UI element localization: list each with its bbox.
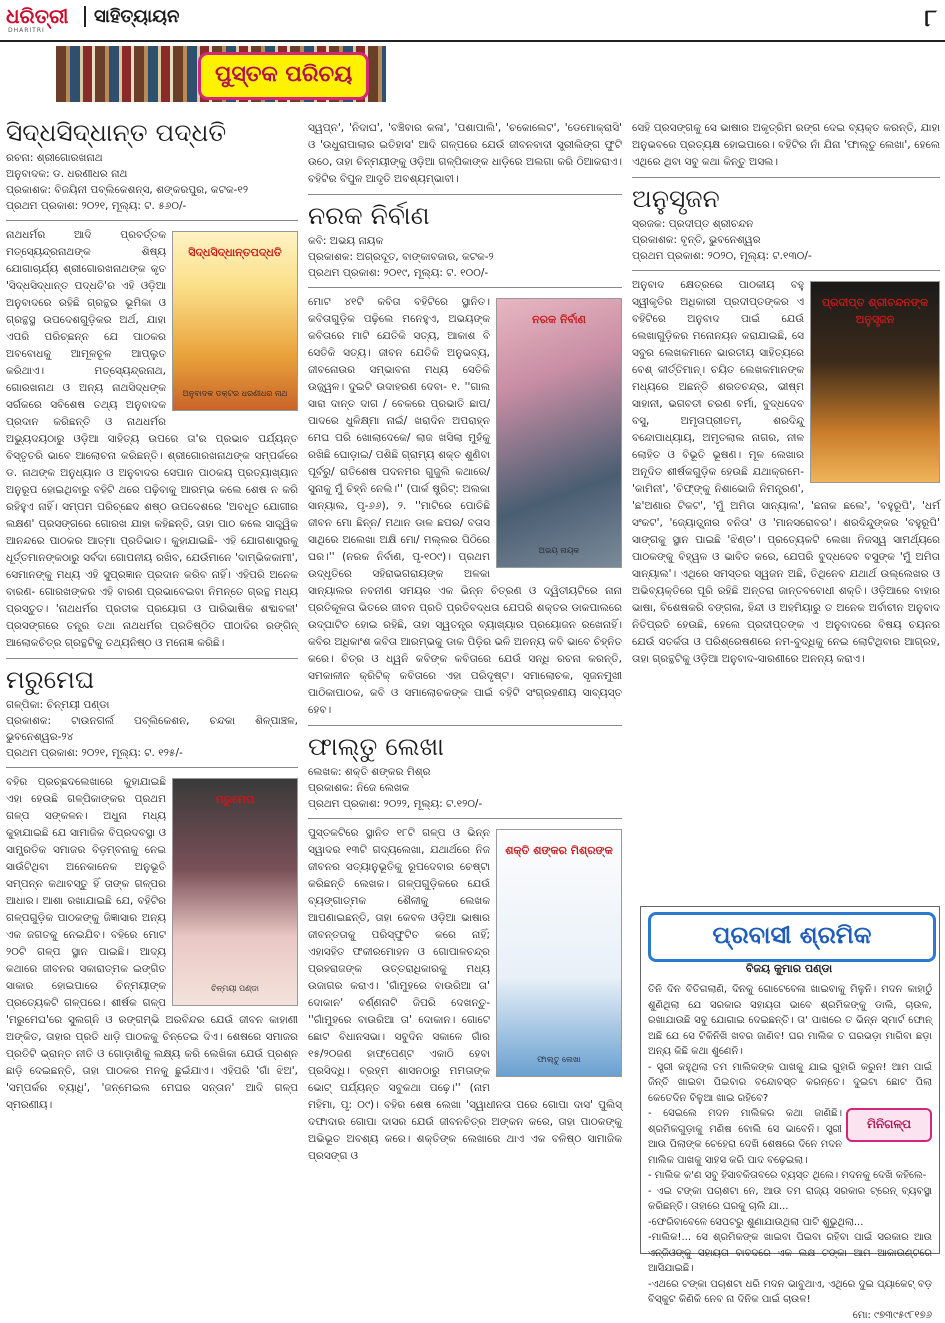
cover-translator-siddha: ଅନୁବାଦକ ଡକ୍ଟର ଧରଣୀଧର ନାଥ [177, 385, 293, 402]
book-cover-anusrujana [810, 281, 940, 483]
newspaper-logo: ଧରିତ୍ରୀ [6, 4, 68, 28]
divider [308, 287, 622, 288]
mini-story-author: ବିଜୟ କୁମାର ପଣ୍ଡା [648, 962, 930, 976]
divider [632, 270, 940, 271]
book-price-siddha: ପ୍ରଥମ ପ୍ରକାଶ: ୨୦୨୧, ମୂଲ୍ୟ: ଟ. ୫୬୦/- [6, 198, 298, 214]
cover-author-marumegha: ଚିନ୍ମୟୀ ପଣ୍ଡା [177, 980, 293, 997]
story-paragraph: - ଏଇ ଟଙ୍କା ପଚାଶଟା ନେ, ଆଉ ତମ ରାଜ୍ୟ ସରକାର ଟ୍ରେନ୍ ବ୍ୟବସ୍ଥା କରିଛନ୍ତି। ତାହାରେ ଘରକୁ ଚାଲି ଯା... [648, 1184, 932, 1215]
divider [6, 658, 298, 659]
story-paragraph: - ସେଇଲେ ମଦନ ମାଲିକର କଥା ଜାଣିଛି। ଶ୍ରମିକଗୁଡ଼ାକୁ ମଣିଷ ବୋଲି ସେ ଭାବେନି। ସ୍ତ୍ରୀ ଆଉ ପିଲାଙ୍କ ଚେହେରା ଦେଖି ଶେଷରେ ଦିନେ ମଦନ ମାଲିକ ପାଖକୁ ସାହସ କରି ପାଦ ବଢ଼େଇଲା। [648, 1106, 932, 1168]
review-body-marumegha: ବହିର ପ୍ରଚ୍ଛଦଲେଖାରେ କୁହାଯାଇଛି ଏହା ହେଉଛି ଗଳ୍ପିକାଙ୍କର ପ୍ରଥମ ଗଳ୍ପ ସଙ୍କଳନ। ଅଧୁନା ମଧ୍ୟ କୁହାଯାଇଛି ଯେ ସାମାଜିକ ବିପ୍ରଦବସ୍ଥା ଓ ସାମ୍ପ୍ରତିକ ସମାଜର ବିଡ଼ମ୍ବନାକୁ ନେଇ ସାଉଁଟିଥିବା ଅନେକାନେକ ଅନୁଭୂତି ସମ୍ପନ୍ନ କଥାବସ୍ତୁ ହିଁ ତାଙ୍କ ଗଳ୍ପର ଆଧାର। ଆଶା ରଖାଯାଇଛି ଯେ, ବହିଟିର ଗଳ୍ପଗୁଡ଼ିକ ପାଠକଙ୍କୁ ଜିଜ୍ଞାସାର ଅନ୍ୟ ଏକ ଜଗତକୁ ନେଇଯିବ। ବହିରେ ମୋଟ ୨୦ଟି ଗଳ୍ପ ସ୍ଥାନ ପାଇଛି। ଆଦ୍ୟ କଥାରେ ଜୀବନର ସକାରାତ୍ମକ ଇଙ୍ଗିତ ସାକାର ହୋଇପାରେ ଚିନ୍ମୟୀଙ୍କ ପ୍ରତ୍ୟେକଟି ଗଳ୍ପରେ। ଶୀର୍ଷକ ଗଳ୍ପ 'ମରୁମେଘ'ରେ ସୁଲଗ୍ନି ଓ ରଙ୍ଗମ୍ଭି ଅରବିନ୍ଦର ଯେଉଁ ଜୀବନ କାହାଣୀ ଅଙ୍କିତ, ତାହାର ପ୍ରତି ଧାଡ଼ି ପାଠକକୁ ଚିନ୍ତେଇ ଦିଏ। ଶେଷରେ ସମାଜର ପ୍ରତିଟି ଭ୍ରାନ୍ତ ନୀତି ଓ ଗୋଡ଼ାଣିକୁ ଲକ୍ଷ୍ୟ କରି ଲେଖିକା ଯେଉଁ ପ୍ରଶ୍ନ ଛାଡ଼ି ଦେଇଛନ୍ତି, ତାହା ପାଠକର ମନକୁ ଛୁଇଁଯାଏ। ଏହିପରି 'ଗାଁ ଝିଅ', 'ସମ୍ପର୍କର ବ୍ୟାଧି', 'ଜନ୍ମେଇଲ ମେଘର ସନ୍ତାନ' ଆଦି ଗଳ୍ପ ସ୍ମରଣୀୟ। [6, 774, 298, 1114]
book-publisher-siddha: ପ୍ରକାଶକ: ବିଜୟିନୀ ପବ୍ଲିକେଶନ୍ସ, ଶଙ୍କରପୁର, କଟକ-୧୨ [6, 182, 298, 198]
book-author-marumegha: ଗଳ୍ପିକା: ଚିନ୍ମୟୀ ପଣ୍ଡା [6, 697, 298, 713]
newspaper-logo-sub: DHARITRI [8, 27, 45, 34]
review-body-phaltu: ପୁସ୍ତକଟିରେ ସ୍ଥାନିତ ୧୮ଟି ଗଳ୍ପ ଓ ଭିନ୍ନ ସ୍ୱାଦର ୧୩ଟି ଗଦ୍ୟଲେଖା, ଯଥାର୍ଥରେ ନିଜ ଜୀବନର ସତ୍ୟାନୁଭୂତିକୁ ରୂପଦେବାର ଚେଷ୍ଟା କରିଛନ୍ତି ଲେଖକ। ଗଳ୍ପଗୁଡ଼ିକରେ ଯେଉଁ ବ୍ୟଙ୍ଗାତ୍ମକ ଶୈଳୀକୁ ଲେଖକ ଆପଣାଇଛନ୍ତି, ତାହା କେବଳ ଓଡ଼ିଆ ଭାଷାର ଜୀବନ୍ତତାକୁ ପରିସ୍ଫୁଟିତ କରେ ନାହିଁ; ଏହାସହିତ ଫକୀରମୋହନ ଓ ଗୋପାଳଚନ୍ଦ୍ର ପ୍ରହରାଜଙ୍କ ଉତ୍ତରାଧିକାରକୁ ମଧ୍ୟ ଉଜାଗର କରାଏ। 'ଗାଁମୁହରେ ବାଉରିଆ ତା' ଦୋକାନ' ବର୍ଣ୍ଣନାଟି ଜିପରି ଦେଖନ୍ତୁ- ''ଗାଁମୁହରେ ବାଉରିଆ ତା' ଦୋକାନ। ଗୋଟେ ଛୋଟ ବିଧାନସଭା। ସବୁଦିନ ସକାଳେ ଗାଁର ୧୫/୨୦ଜଣ ହାଫ୍‌ପେଣ୍ଟ ଏକାଠି ହେବା ପ୍ରସିଦ୍ଧି। ବ୍ରହ୍ମ ଶାସନଠାରୁ ମମତାଙ୍କ ଭୋଟ୍ ପର୍ଯ୍ୟନ୍ତ ସବୁକଥା ପଢ଼େ।'' (ନାମ ମହିମା, ପୃ: ୦୯)। ବହିର ଶେଷ ଲେଖା 'ସ୍ୱାଧୀନତା ପରେ ଗୋପା ଦାସ' ପୁଲିସ୍ ଦଫାଦାର ଗୋପା ଦାସର ଯେଉଁ ଜୀବନଚିତ୍ର ଅଙ୍କନ କରେ, ତାହା ପାଠକଙ୍କୁ ଅଭିଭୂତ ଅବଶ୍ୟ କରେ। ଶକ୍ତିଙ୍କ ଲେଖାରେ ଥାଏ ଏକ ବଳିଷ୍ଠ ସାମାଜିକ ପ୍ରସଙ୍ଗ ଓ [308, 825, 622, 1165]
book-title-phaltu: ଫାଲ୍‌ତୁ ଲେଖା [308, 732, 622, 762]
divider [6, 767, 298, 768]
book-author-anusrujana: ସ୍ରଜକ: ପ୍ରଦୀପ୍ତ ଶ୍ରୀଚନ୍ଦନ [632, 216, 940, 232]
column-1 [6, 118, 298, 1114]
review-continuation-marumegha: ସ୍ୱପ୍ନ', 'ନିଦାଘ', 'ବଞ୍ଚିବାର କଳା', 'ପଶାପାଲି', 'ଚକୋଲେଟ', 'ଡେମୋକ୍ରାସି' ଓ 'ଉଧୁରାପାଲାର ଇତିହାସ' ଆଦି ଗଳ୍ପରେ ଯେଉଁ ଜୀବନବାଦୀ ସ୍ତ୍ରୀଲିଙ୍ଗ ଫୁଟି ଉଠେ, ତାହା ଚିନ୍ମୟୀଙ୍କୁ ଓଡ଼ିଆ ଗଳ୍ପିକାଙ୍କ ଧାଡ଼ିରେ ଅଲଗା କରି ଠିଆକରାଏ। ବହିଟିର ବିପୁଳ ଆଦୃତି ଅବଶ୍ୟମ୍ଭାବୀ। [308, 120, 622, 188]
book-price-naraka: ପ୍ରଥମ ପ୍ରକାଶ: ୨୦୧୯, ମୂଲ୍ୟ: ଟ. ୧୦୦/- [308, 265, 622, 281]
review-body-naraka: ମୋଟ ୪୧ଟି କବିତା ବହିଟିରେ ସ୍ଥାନିତ। କବିତାଗୁଡ଼ିକ ପଢ଼ିଲେ ମନେହୁଏ, ଅଭୟଙ୍କ କବିତାରେ ମାଟି ଯେତିକି ସତ୍ୟ, ଆକାଶ ବି ସେତିକି ସତ୍ୟ। ଜୀବନ ଯେତିକି ଅନୁଭବ୍ୟ, ଜୀବନୋଉର ସମ୍ଭାବନା ମଧ୍ୟ ସେତିକି ଉଜ୍ଜ୍ୱଳ। ଦୁଇଟି ଉଦାହରଣ ଦେବା- ୧. ''ଗାଲ ସାରା ଦାନ୍ତ ଦାଗ / ବେକରେ ପ୍ରଭାତି ଛାପ/ ପାଦରେ ଧୁଳିକ୍ଷ୍ମା ନାଇଁ/ ଖରାଦିନ ଅପରାହ୍ନ ମେଘ ପରି ଖୋଲାଦେକେ/ ଲାଜ ଖସିଲା ମୁହଁକୁ ରଖିଛି ଘୋଡ଼ାଇ/ ପଶିଛି ଗ୍ରାମ୍ୟ ଶକ୍ତ ଶୁଣିବା ପୂର୍ବରୁ/ ରାତିଶେଷ ପଦନମର ଗୁଜୁଲି କଥାରେ/ ସୁନାକୁ ମୁଁ ଚିହ୍ନି ନେଲି।'' (ପାର୍କ ଷ୍ଟ୍ରିଟ୍: ଅଲକା ସାନ୍ୟାଲ, ପୃ-୬୬), ୨. ''ମାଟିରେ ପୋତିଛି ଜୀବନ ମୋ ଛିନ୍ନ/ ମଥାନ ଡାଳ ଛପର/ ବତାସ ସାଥିରେ ଅଲେଖା ଅକ୍ଷି ମୋ/ ମଲ୍ଲର ପିଠିରେ ଘର।'' (ନରକ ନିର୍ବାଣ, ପୃ-୧୦୯)। ପ୍ରଥମ ଉଦ୍ଧୃତିରେ ସହିରାଭଗରାୟଙ୍କ ଅଳକା ସାନ୍ୟାଲର ନବନୀଣ ସମୟର ଏକ ଭିନ୍ନ ଚିତ୍ରଣ ଓ ଦ୍ୱିତୀୟଟିରେ ନାନା ପ୍ରତିକୂଳତା ଭିତରେ ଜୀବନ ପ୍ରତି ପ୍ରତିବଦ୍ଧତା ଯେପରି ଶକ୍ତର ଡାକପାଲରେ ଉଦ୍‌ଘାଟିତ ହୋଇ ରହିଛି, ତାହା ସ୍ୱତନ୍ତ୍ର ବ୍ୟାଖ୍ୟାର ପ୍ରୟୋଜନ ରଖେନାହିଁ। କବିର ଅଧିକାଂଶ କବିତା ଆରମ୍ଭକୁ ଡାକ ପିଡ଼ିର ଭଳି ଅନନ୍ୟ କବି ଭାବେ ଚିହ୍ନିତ କରେ। ଚିତ୍ର ଓ ଧ୍ୱନି କବିଙ୍କ କବିତାରେ ଯେଉଁ ସନ୍ଧି ରଚନା କରନ୍ତି, ସମକାଳୀନ କ୍ରିଟିକ୍ କବିତାରେ ଏହା ପରିଦୃଷ୍ଟ। ସମାଲୋଚକ, ସୃଜନମୁଖୀ ପାଠିକାପାଠକ, କବି ଓ ସମାଲୋଚକଙ୍କ ପାଇଁ ବହିଟି ସଂଗ୍ରହଣୀୟ ସାବ୍ୟସ୍ତ ହେବ। [308, 294, 622, 719]
book-publisher-naraka: ପ୍ରକାଶକ: ଅଗ୍ରଦୂତ, ବାଙ୍କାବଜାର, କଟକ-୨ [308, 249, 622, 265]
review-continuation-phaltu: ସେହି ପ୍ରସଙ୍ଗକୁ ସେ ଭାଷାର ଅକୃତ୍ରିମ ରଙ୍ଗ ଦେଇ ବ୍ୟକ୍ତ କରନ୍ତି, ଯାହା ଅନୁଭବରେ ପ୍ରତ୍ୟକ୍ଷ ହୋଇପାରେ। ବହିଟିର ନାଁ ଯିନା 'ଫାଲ୍‌ତୁ ଲେଖା', ହେଲେ ଏଥିରେ ଥିବା ସବୁ କଥା କିନ୍ତୁ ଅସଲ। [632, 120, 940, 171]
mini-story-badge: ମିନିଗଳ୍ପ [846, 1108, 932, 1142]
cover-author-naraka: ଅଭୟ ନାୟକ [501, 542, 617, 559]
mini-story-title: ପ୍ରବାସୀ ଶ୍ରମିକ [648, 912, 936, 962]
divider [632, 177, 940, 178]
story-paragraph: ତିନି ଦିନ ବିତିଗଲାଣି, ଦିନକୁ ଗୋଟେବେଳା ଖାଇବାକୁ ମିଳୁନି। ମଦନ କାହାଠୁଁ ଶୁଣିଥିଲା ଯେ ସରକାର ସହାୟତା ଭାବେ ଶ୍ରମିକଙ୍କୁ ଡାଲି, ଚାଉଳ, ରଖାଯାଉଛି ସବୁ ଯୋଗାଇ ଦେଇଛନ୍ତି। ତା' ପାଖରେ ତ ଭିନ୍ନ ସ୍ମାର୍ଟ ଫୋନ୍ ଅଛି ଯେ ସେ ଟିକିନିଖି ଖବର ଜାଣିବ! ଘର ମାଲିକ ତ ଘରଭଡ଼ା ମାଗିବା ଛଡ଼ା ଅନ୍ୟ କିଛି କଥା ଶୁଣେନି। [648, 982, 932, 1060]
divider [308, 818, 622, 819]
story-paragraph: - ସ୍ତ୍ରୀ କହୁଥିଲା ତମ ମାଲିକଙ୍କ ପାଖକୁ ଯାଇ ଗୁହାରି କରୁନ! ଆମ ପାଇଁ ଜିନ୍ତି ଖାଇବା ପିଇବାର ବନ୍ଦୋବସ୍ତ କରନ୍ତେ। ଦୁଇଟା ଛୋଟ ପିଲା କେତେଦିନ ବିଳୁଆ ଖାଇ ରହିବେ? [648, 1060, 932, 1107]
story-paragraph: -ଫେରିବାବେଳେ ସେପଟରୁ ଶୁଣାଯାଉଥିଲା ପାଟି ଶୁଭୁଥିଲା... [648, 1215, 932, 1231]
book-author-naraka: କବି: ଅଭୟ ନାୟକ [308, 233, 622, 249]
book-cover-naraka [496, 298, 622, 568]
book-price-phaltu: ପ୍ରଥମ ପ୍ରକାଶ: ୨୦୨୨, ମୂଲ୍ୟ: ଟ.୧୨୦/- [308, 796, 622, 812]
story-paragraph: -ମାଲିକ!... ସେ ଶ୍ରମିକଙ୍କ ଖାଇବା ପିଇବା ରହିବା ପାଇଁ ସରକାର ଆଉ ଏନ୍‌ଜିଓଙ୍କୁ ସହାୟତା ବାବଦରେ ଏକ ଲକ୍ଷ ଟଙ୍କା ଆମ ଆକାଉଣ୍ଟରେ ଆସିଯାଇଛି। [648, 1230, 932, 1277]
book-author-siddha: ରଚନା: ଶ୍ରୀଗୋରଖନାଥ [6, 150, 298, 166]
banner-label: ପୁସ୍ତକ ପରିଚୟ [198, 52, 369, 100]
divider [6, 220, 298, 221]
cover-title-anusrujana: ପ୍ରଦୀପ୍ତ ଶ୍ରୀଚନ୍ଦନଙ୍କ ଅନୁସୃଜନ [815, 294, 935, 328]
cover-title-phaltu: ଫାଲ୍‌ତୁ ଲେଖା [501, 1051, 617, 1068]
book-publisher-phaltu: ପ୍ରକାଶକ: ନିଜେ ଲେଖକ [308, 780, 622, 796]
column-3 [632, 120, 940, 668]
cover-title-siddha: ସିଦ୍ଧସିଦ୍ଧାନ୍ତପଦ୍ଧତି [177, 244, 293, 261]
column-2 [308, 120, 622, 1165]
cover-title-naraka: ନରକ ନିର୍ବାଣ [501, 311, 617, 328]
book-price-marumegha: ପ୍ରଥମ ପ୍ରକାଶ: ୨୦୨୧, ମୂଲ୍ୟ: ଟ. ୧୨୫/- [6, 745, 298, 761]
page-mark: ୮ [924, 4, 937, 32]
divider [308, 194, 622, 195]
cover-author-phaltu: ଶକ୍ତି ଶଙ୍କର ମିଶ୍ରଙ୍କ [501, 842, 617, 859]
divider [308, 725, 622, 726]
book-publisher-marumegha: ପ୍ରକାଶକ: ଟାଉନଗର୍ଲ ପବ୍ଲିକେଶନ, ଚନ୍ଦକା ଶିଳ୍ପାଞ୍ଚଳ, ଭୁବନେଶ୍ୱର-୨୪ [6, 713, 298, 745]
book-cover-phaltu [496, 829, 622, 1077]
book-title-siddha: ସିଦ୍ଧସିଦ୍ଧାନ୍ତ ପଦ୍ଧତି [6, 118, 298, 148]
book-title-marumegha: ମରୁମେଘ [6, 665, 298, 695]
book-cover-siddha [172, 231, 298, 411]
page-header [0, 0, 945, 42]
book-translator-siddha: ଅନୁବାଦକ: ଡ. ଧରଣୀଧର ନାଥ [6, 166, 298, 182]
cover-title-marumegha: ମରୁମେଘ [177, 791, 293, 808]
book-publisher-anusrujana: ପ୍ରକାଶକ: ବୃନ୍ତି, ଭୁବନେଶ୍ୱର [632, 232, 940, 248]
book-price-anusrujana: ପ୍ରଥମ ପ୍ରକାଶ: ୨୦୨୦, ମୂଲ୍ୟ: ଟ.୧୩୦/- [632, 248, 940, 264]
review-body-siddha: ନାଥଧର୍ମର ଆଦି ପ୍ରବର୍ତ୍ତକ ମତ୍ସ୍ୟେନ୍ଦ୍ରନାଥଙ୍କ ଶିଷ୍ୟ ଯୋଗାଚାର୍ଯ୍ୟ ଶ୍ରୀଗୋରଖନାଥଙ୍କ କୃତ 'ସିଦ୍ଧସିଦ୍ଧାନ୍ତ ପଦ୍ଧତି'ର ଏହି ଓଡ଼ିଆ ଅନୁବାଦରେ ରହିଛି ଗ୍ରନ୍ଥର ଭୂମିକା ଓ ଗ୍ରନ୍ଥସ୍ଥ ଉପଦେଶଗୁଡ଼ିକର ଅର୍ଥ, ଯାହା ଏପରି ପରିଚ୍ଛନ୍ନ ଯେ ପାଠକର ଅବବୋଧକୁ ଆମୂଳଚୂଳ ଆପ୍ଲୁତ କରିଥାଏ। ମତ୍ସ୍ୟେନ୍ଦ୍ରନାଥ, ଗୋରଖନାଥ ଓ ଅନ୍ୟ ନାଥସିଦ୍ଧଙ୍କ ସର୍ଗକରେ ସବିଶେଷ ତଥ୍ୟ ଅନୁବାଦକ ପ୍ରଦାନ କରିଛନ୍ତି ଓ ନାଥଧର୍ମର ଅଭ୍ୟୁଦୟଠାରୁ ଓଡ଼ିଆ ସାହିତ୍ୟ ଉପରେ ତା'ର ପ୍ରଭାବ ପର୍ଯ୍ୟନ୍ତ ବିସ୍ତୃତରି ଭାବେ ଆଲୋଚନା କରିଛନ୍ତି। ଶ୍ରୀଗୋରଖନାଥଙ୍କ ସମ୍ପର୍କରେ ଡ. ନାଥଙ୍କ ଅନୁଧ୍ୟାନ ଓ ଅନୁବାଦର ସେପାନ ପାଠକୟ ପ୍ରତ୍ୟାଖ୍ୟାନ ଅନୁରୂପ ହୋଇଥିବାରୁ ବହିଟି ଥରେ ପଢ଼ିବାକୁ ଆରମ୍ଭ କଲେ ଶେଷ ନ କରି ରହିହୁଏ ନାହିଁ। ସମ୍ପମ ପରିଚ୍ଛେଦ ଶଷ୍ଠ ଉପଦେଶରେ 'ଅବଧୂତ ଯୋଗୀର ଲକ୍ଷଣ' ପ୍ରସଙ୍ଗରେ ଗୋରଖ ଯାହା କହିଛନ୍ତି, ତାହା ପାଠ କଲେ ସାତ୍ତ୍ୱିକ ଆନନ୍ଦରେ ପାଠକର ଆତ୍ମା ପ୍ରତିଭାତ। କୁହାଯାଇଛି- ଏହି ଯୋଗଶାସ୍ତ୍ରକୁ ଧୂର୍ତ୍ତମାନଙ୍କଠାରୁ ସର୍ବଦା ଗୋପନୀୟ ରଖିବ, ଯେଉଁମାନେ 'ଦାମ୍ଭିକକାମୀ', ସେମାନଙ୍କୁ ମଧ୍ୟ ଏହି ସୁପ୍ରଜ୍ଞାନ ପ୍ରଦାନ କରିବ ନାହିଁ। ଏହିପରି ଅନେକ ବାରଣ- ଗୋରଖଙ୍କର ଏହି ବାରଣ ପ୍ରଭାବେଇବା ନିମନ୍ତେ ଗ୍ରନ୍ଥ ମଧ୍ୟ ପ୍ରସ୍ତୁତ। 'ନାଥଧର୍ମର ପ୍ରତୀକ ପ୍ରୟୋଗ ଓ ପାରିଭାଷିକ ଶବ୍ଦାବଳୀ' ପ୍ରସଙ୍ଗରେ ତନ୍ତ୍ର ତଥା ନାଥଧର୍ମର ପ୍ରତିଷ୍ଠିତ ପୀଠାଦିର ରଙ୍ଗିନ୍ ଆଲୋକଚିତ୍ର ଗ୍ରନ୍ଥଟିକୁ ତଥ୍ୟନିଷ୍ଠ ଓ ମନୋଜ୍ଞ କରିଛି। [6, 227, 298, 652]
book-title-anusrujana: ଅନୁସୃଜନ [632, 184, 940, 214]
book-author-phaltu: ଲେଖକ: ଶକ୍ତି ଶଙ୍କର ମିଶ୍ର [308, 764, 622, 780]
story-paragraph: - ମାଲିକ କ'ଣ ସବୁ ହିସାବକିତାବରେ ବ୍ୟସ୍ତ ଥିଲେ। ମଦନକୁ ଦେଖି କହିଲେ- [648, 1168, 932, 1184]
book-cover-marumegha [172, 778, 298, 1006]
book-title-naraka: ନରକ ନିର୍ବାଣ [308, 201, 622, 231]
story-paragraph: -ଏଥରେ ଟଙ୍କା ପଚାଶଟା ଧରି ମଦନ ଭାବୁଥାଏ, ଏଥିରେ ଦୁଇ ପ୍ୟାକେଟ୍ ବଡ଼ ବିସ୍କୁଟ କିଣିକି ନେବ ନା ଦିନିକ ପାଇଁ ଚାଉଳ! [648, 1277, 932, 1308]
section-title: ସାହିତ୍ୟାୟନ [84, 6, 179, 27]
review-body-anusrujana: ଅନୁବାଦ କ୍ଷେତ୍ରରେ ପାଠକୀୟ ବହୁ ସ୍ୱୀକୃତିର ଅଧିକାରୀ ପ୍ରଦୀପ୍ତଙ୍କର ଏ ବହିଟିରେ ଅନୁବାଦ ପାଇଁ ଯେଉଁ ଲେଖାଗୁଡ଼ିକର ମନୋନୟନ କରାଯାଇଛି, ସେ ସବୁର ଲେଖକମାନେ ଭାରତୀୟ ସାହିତ୍ୟରେ ବେଶ୍ କୀର୍ତ୍ତିମାନ୍। ଚୟିତ ଲେଖକମାନଙ୍କ ମଧ୍ୟରେ ଅଛନ୍ତି ଶରତଚନ୍ଦ୍ର, ଭୀଷ୍ମ ସାହାନୀ, ଭଗବତୀ ଚରଣ ବର୍ମା, ବୁଦ୍ଧଦେବ ବସୁ, ଅମୃତାପ୍ରୀତମ୍, ଶରଦିନ୍ଦୁ ବନ୍ଦୋପାଧ୍ୟାୟ, ଅମୃତଲାଲ ନାଗର, ନୀଳ ଲୋହିତ ଓ ବିଭୂତି ଭୂଷଣ। ମୂଳ ଲେଖାର ଅନୂଦିତ ଶୀର୍ଷକଗୁଡ଼ିକ ହେଉଛି ଯଥାକ୍ରମେ- 'କାମିନୀ', 'ଚିଫ୍‌ଙ୍କୁ ନିଶାଭୋଜି ନିମନ୍ତ୍ରଣ', 'ଛ'ଅଣାର ଟିକଟ', 'ମୁଁ ଅମିତା ସାନ୍ୟାଲ', 'ଛନାକ ଛଲେ', 'ବହୁରୂପି', 'ଧର୍ମ ସଂକଟ', 'ଜ୍ୟୋତ୍ସ୍ନାର ବନିତା' ଓ 'ମାନସରୋବର'। ଶରଦିନ୍ଦୁଙ୍କର 'ବହୁରୂପି' ସାଙ୍ଗକୁ ସ୍ଥାନ ପାଇଛି 'ଝିଣ୍ଡ'। ପ୍ରତ୍ୟେକଟି ଲେଖା ନିଜସ୍ୱ ସାମର୍ଥ୍ୟରେ ପାଠକଙ୍କୁ ବିହ୍ୱଳ ଓ ଭାବିତ କରେ, ଯେପରି ବୁଦ୍ଧଦେବ ବସୁଙ୍କ 'ମୁଁ ଅମିତା ସାନ୍ୟାଲ'। ଏଥିରେ ସମସ୍ତର ସ୍ୱଜନ ଅଛି, ତିଥିନେବ ଯଥାର୍ଥ ଉଲ୍ଲେଖର ଓ ଅଭିବ୍ୟକ୍ତିରେ ପୂରି ରହିଛି ଅନ୍ତରା ଜାନ୍ତବବୋଧୀ ଶକ୍ତି। ଓଡ଼ିଆରେ ବାହାର ଭାଷା, ବିଶେଷକରି ବଙ୍ଗଳା, ହିନ୍ଦୀ ଓ ଅହମିୟାରୁ ତ ଅନେକ ଅର୍ବାଚୀନ ଅନୁବାଦ ନିତିପ୍ରତି ହେଉଛି, ହେଲେ ପ୍ରଦୀପ୍ତଙ୍କ ଏ ଅନୁବାଦରେ ବିଷୟ ଚୟନର ଯେଉଁ ସତର୍କତା ଓ ପରିଶ୍ରେଷଣରେ ନମ-ବୁଦ୍ଧିକୁ ନେଇ ଲୋଟିଥିବାର ଆଗ୍ରହ, ତାହା ଗ୍ରନ୍ଥଟିକୁ ଓଡ଼ିଆ ଅନୁବାଦ-ସାରଣୀରେ ଅନନ୍ୟ କରାଏ। [632, 277, 940, 668]
author-phone: ମୋ: ୯୭୩୯୫୯୮୧୭୬ [648, 1308, 932, 1323]
mini-story-text [648, 982, 932, 1323]
